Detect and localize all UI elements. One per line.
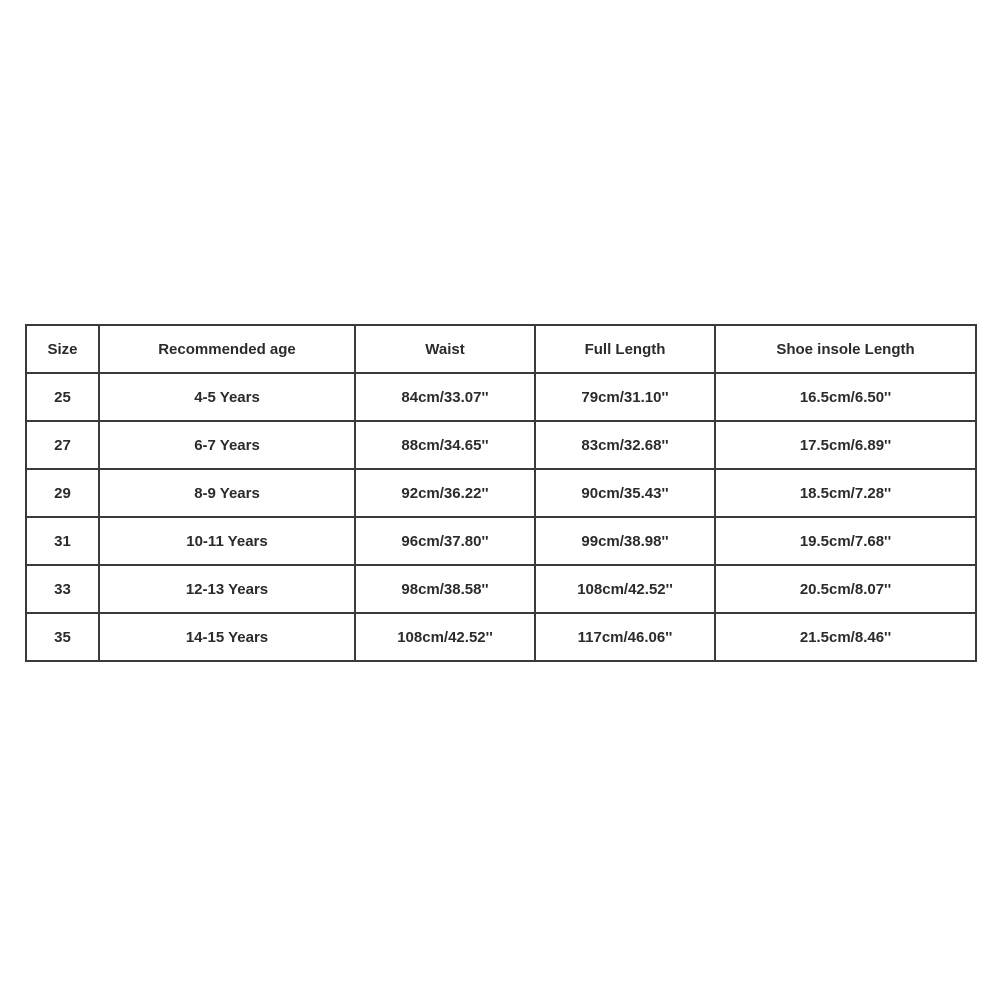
- cell-size: 33: [26, 565, 99, 613]
- table-header: [26, 325, 976, 373]
- cell-shoe-insole-length: 16.5cm/6.50'': [715, 373, 976, 421]
- cell-waist: 96cm/37.80'': [355, 517, 535, 565]
- header-waist: Waist: [355, 325, 535, 373]
- header-recommended-age: Recommended age: [99, 325, 355, 373]
- cell-recommended-age: 4-5 Years: [99, 373, 355, 421]
- cell-waist: 98cm/38.58'': [355, 565, 535, 613]
- header-size: Size: [26, 325, 99, 373]
- cell-waist: 88cm/34.65'': [355, 421, 535, 469]
- cell-recommended-age: 8-9 Years: [99, 469, 355, 517]
- cell-full-length: 108cm/42.52'': [535, 565, 715, 613]
- cell-shoe-insole-length: 19.5cm/7.68'': [715, 517, 976, 565]
- cell-shoe-insole-length: 21.5cm/8.46'': [715, 613, 976, 661]
- cell-size: 29: [26, 469, 99, 517]
- table-row: [26, 469, 976, 517]
- cell-recommended-age: 10-11 Years: [99, 517, 355, 565]
- cell-size: 25: [26, 373, 99, 421]
- cell-recommended-age: 12-13 Years: [99, 565, 355, 613]
- cell-full-length: 79cm/31.10'': [535, 373, 715, 421]
- cell-full-length: 99cm/38.98'': [535, 517, 715, 565]
- cell-full-length: 117cm/46.06'': [535, 613, 715, 661]
- table-row: [26, 613, 976, 661]
- table-row: [26, 565, 976, 613]
- cell-shoe-insole-length: 18.5cm/7.28'': [715, 469, 976, 517]
- cell-waist: 92cm/36.22'': [355, 469, 535, 517]
- table-row: [26, 373, 976, 421]
- cell-size: 27: [26, 421, 99, 469]
- header-shoe-insole-length: Shoe insole Length: [715, 325, 976, 373]
- cell-size: 31: [26, 517, 99, 565]
- cell-shoe-insole-length: 17.5cm/6.89'': [715, 421, 976, 469]
- cell-full-length: 90cm/35.43'': [535, 469, 715, 517]
- header-row: [26, 325, 976, 373]
- cell-waist: 108cm/42.52'': [355, 613, 535, 661]
- table-row: [26, 421, 976, 469]
- cell-size: 35: [26, 613, 99, 661]
- table-row: [26, 517, 976, 565]
- header-full-length: Full Length: [535, 325, 715, 373]
- cell-shoe-insole-length: 20.5cm/8.07'': [715, 565, 976, 613]
- cell-full-length: 83cm/32.68'': [535, 421, 715, 469]
- cell-recommended-age: 6-7 Years: [99, 421, 355, 469]
- cell-waist: 84cm/33.07'': [355, 373, 535, 421]
- cell-recommended-age: 14-15 Years: [99, 613, 355, 661]
- table-body: [26, 373, 976, 661]
- size-chart-table: [25, 324, 977, 662]
